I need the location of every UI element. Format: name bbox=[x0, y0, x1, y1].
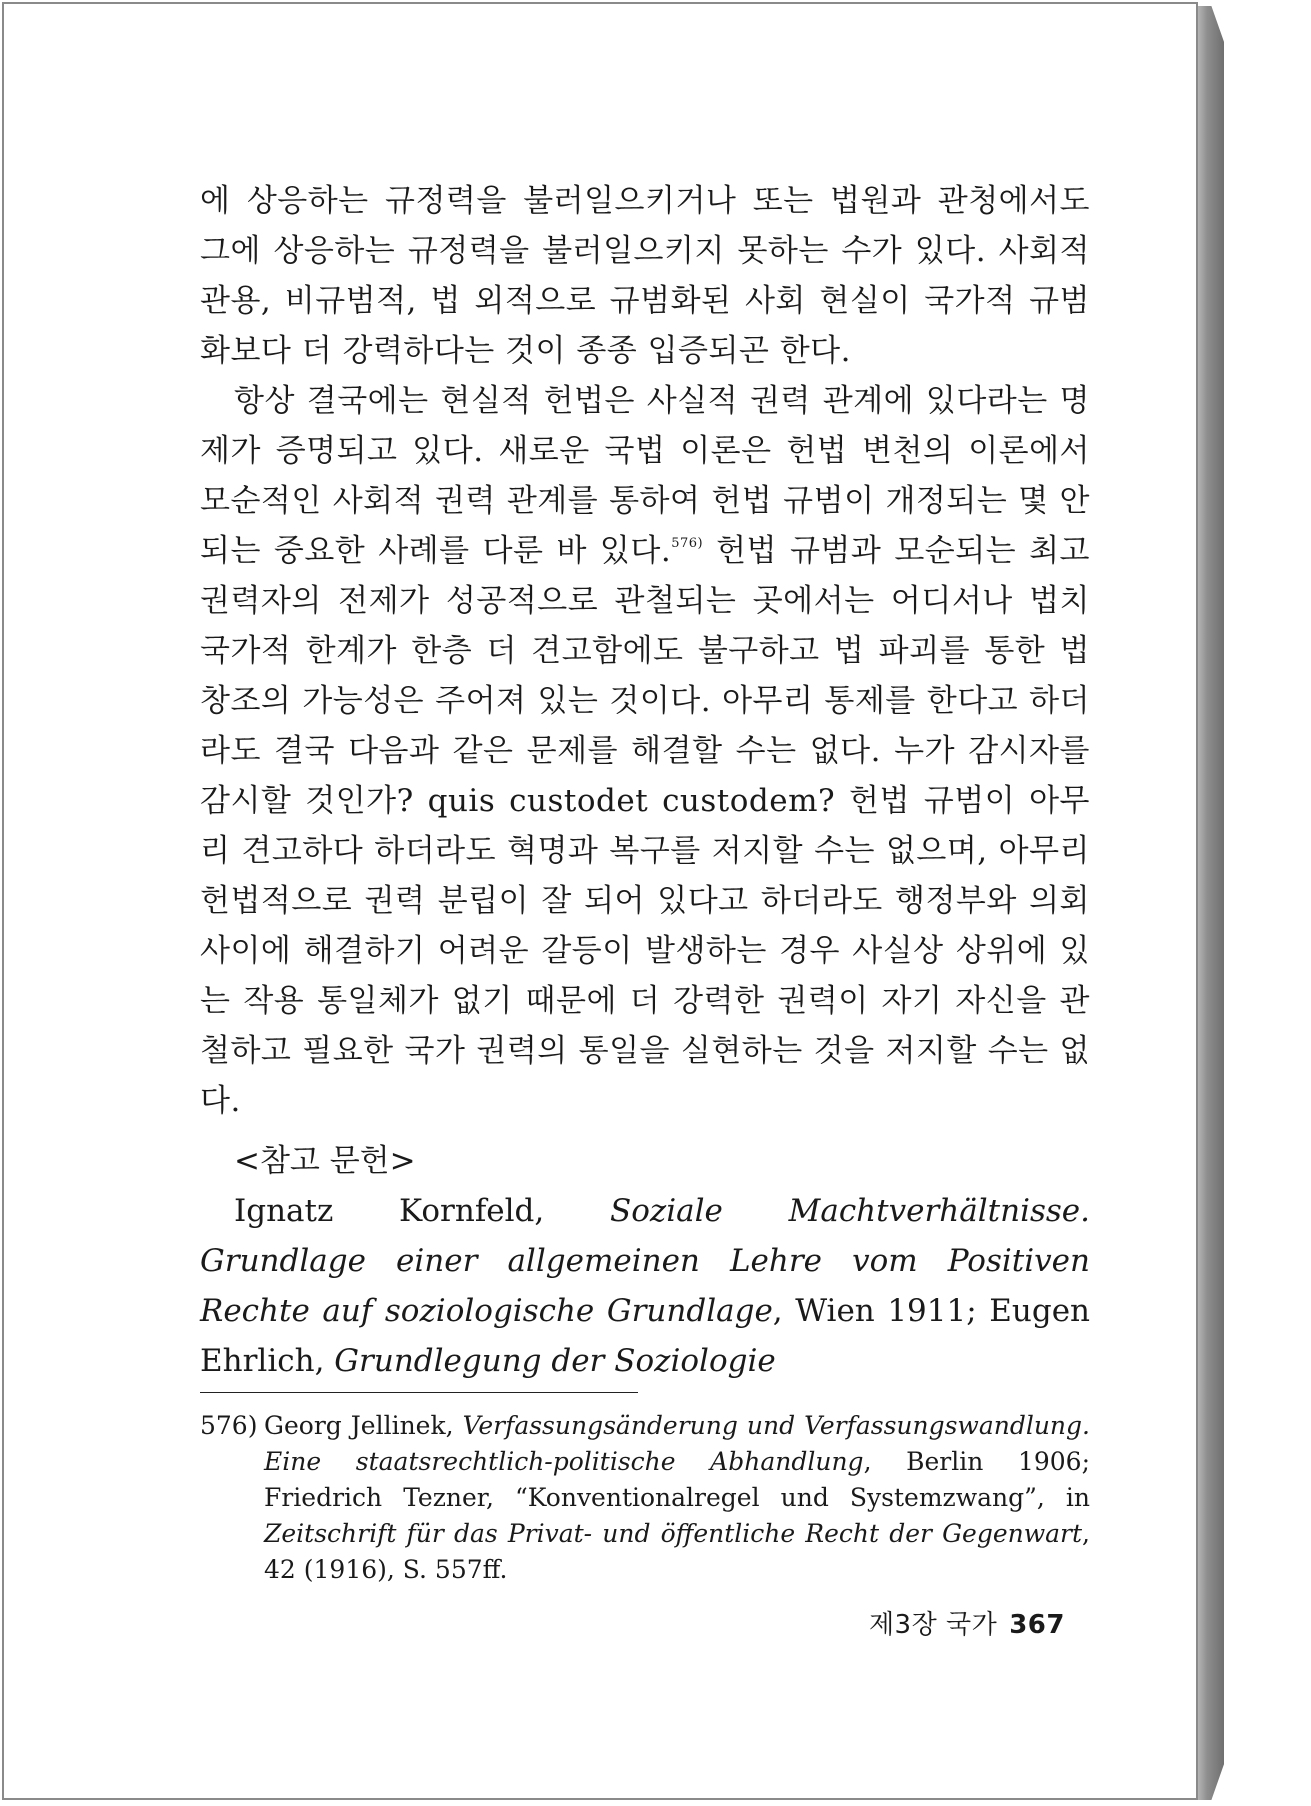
ref-place-1: , Wien 1911; bbox=[772, 1293, 990, 1329]
ref-author-2: Eugen Ehrlich, bbox=[200, 1293, 1090, 1379]
page-footer bbox=[869, 1604, 1065, 1641]
fn-author-1: Georg Jellinek, bbox=[264, 1411, 463, 1440]
ref-author-1: Ignatz Kornfeld, bbox=[234, 1193, 610, 1229]
paragraph-2-part-1: 항상 결국에는 현실적 헌법은 사실적 권력 관계에 있다라는 명제가 증명되고 있다. 새로운 국법 이론은 헌법 변천의 이론에서 모순적인 사회적 권력 관계를 통하여 헌법 규범이 개정되는 몇 안 되는 중요한 사례를 다룬 바 있다. bbox=[200, 383, 1090, 569]
footnote-number: 576) bbox=[200, 1411, 258, 1440]
ref-title-1: Soziale Machtverhältnisse. Grundlage einer allgemeinen Lehre vom Positiven Rechte auf soziologische Grundlage bbox=[200, 1193, 1090, 1329]
chapter-label: 제3장 국가 bbox=[868, 1610, 998, 1640]
footnote-text bbox=[264, 1408, 1090, 1588]
fn-title-1: Verfassungsänderung und Verfassungswandlung. Eine staatsrechtlich-politische Abhandlung bbox=[264, 1411, 1090, 1476]
references-section bbox=[200, 1136, 1090, 1386]
footnote-reference[interactable]: 576) bbox=[671, 536, 704, 551]
references-heading: <참고 문헌> bbox=[234, 1143, 416, 1179]
fn-author-2: Friedrich Tezner, bbox=[264, 1483, 515, 1512]
fn-journal-2: Zeitschrift für das Privat- und öffentliche Recht der Gegenwart bbox=[264, 1519, 1083, 1548]
paragraph-1: 에 상응하는 규정력을 불러일으키거나 또는 법원과 관청에서도 그에 상응하는 규정력을 불러일으키지 못하는 수가 있다. 사회적 관용, 비규범적, 법 외적으로 규범화된 사회 현실이 국가적 규범화보다 더 강력하다는 것이 종종 입증되곤 한다. bbox=[200, 183, 1090, 369]
page-edge-shadow bbox=[1196, 6, 1224, 1800]
fn-tail-2: , 42 (1916), S. 557ff. bbox=[264, 1519, 1090, 1584]
main-text bbox=[200, 176, 1090, 1126]
fn-in-2: , in bbox=[1036, 1483, 1091, 1512]
paragraph-2-part-2: 헌법 규범과 모순되는 최고 권력자의 전제가 성공적으로 관철되는 곳에서는 어디서나 법치 국가적 한계가 한층 더 견고함에도 불구하고 법 파괴를 통한 법 창조의 가능성은 주어져 있는 것이다. 아무리 통제를 한다고 하더라도 결국 다음과 같은 문제를 해결할 수는 없다. 누가 감시자를 감시할 것인가? quis custodet custodem? 헌법 규범이 아무리 견고하다 하더라도 혁명과 복구를 저지할 수는 없으며, 아무리 헌법적으로 권력 분립이 잘 되어 있다고 하더라도 행정부와 의회 사이에 해결하기 어려운 갈등이 발생하는 경우 사실상 상위에 있는 작용 통일체가 없기 때문에 더 강력한 권력이 자기 자신을 관철하고 필요한 국가 권력의 통일을 실현하는 것을 저지할 수는 없다. bbox=[200, 533, 1091, 1119]
footnote-divider bbox=[200, 1392, 638, 1393]
paragraph-2 bbox=[200, 376, 1090, 1126]
fn-article-2: “Konventionalregel und Systemzwang” bbox=[515, 1483, 1037, 1512]
footnote bbox=[200, 1408, 1090, 1588]
fn-place-1: , Berlin 1906; bbox=[863, 1447, 1090, 1476]
page-number: 367 bbox=[1009, 1610, 1065, 1640]
references-entry bbox=[200, 1186, 1090, 1386]
ref-title-2: Grundlegung der Soziologie bbox=[334, 1343, 776, 1379]
